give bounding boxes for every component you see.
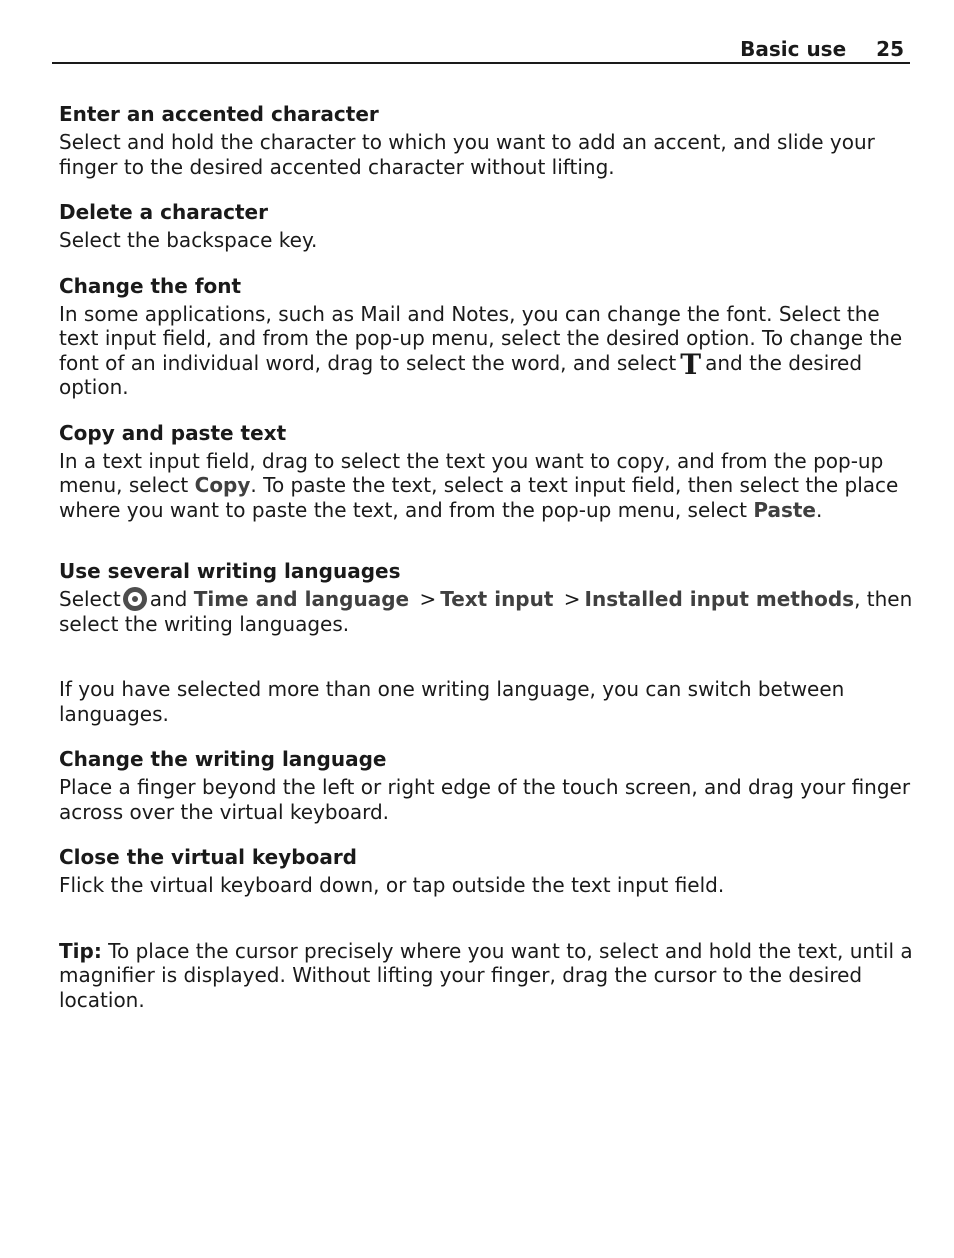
menu-path-text-input: Text input (440, 587, 554, 611)
section-close-keyboard (59, 843, 919, 898)
switch-languages-note: If you have selected more than one writing language, you can switch between languages. (59, 677, 845, 726)
section-copy-paste (59, 419, 919, 523)
section-writing-languages (59, 557, 919, 636)
section-body: Select and hold the character to which you want to add an accent, and slide your finger to the desired accented character without lifting. (59, 130, 875, 179)
tip-paragraph (59, 939, 919, 1013)
section-body: Select the backspace key. (59, 228, 318, 252)
menu-path-installed-input-methods: Installed input methods (584, 587, 855, 611)
page-number: 25 (876, 37, 904, 61)
section-heading: Change the writing language (59, 747, 387, 771)
font-icon: T (680, 347, 702, 381)
settings-gear-icon (123, 587, 147, 611)
section-heading: Change the font (59, 273, 242, 298)
body-text: In a text input field, drag to select the text you want to copy, and from the pop-up menu, select (59, 448, 884, 497)
section-heading: Close the virtual keyboard (59, 845, 357, 869)
page-header (52, 36, 910, 64)
tip-text: To place the cursor precisely where you want to, select and hold the text, until a magnifier is displayed. Without lifting your finger, drag the cursor to the desired location. (59, 938, 913, 1012)
tip-label: Tip: (59, 938, 102, 963)
page-content (59, 100, 919, 1012)
body-text: and (149, 587, 188, 611)
section-heading: Delete a character (59, 200, 268, 224)
paste-option-label: Paste (753, 497, 816, 522)
body-text: and the desired option. (59, 350, 863, 399)
copy-option-label: Copy (194, 473, 251, 497)
body-text: , then select the writing languages. (59, 587, 913, 636)
path-separator: > (563, 587, 581, 611)
body-text: . (815, 497, 823, 522)
section-accented-character (59, 100, 919, 179)
section-heading: Use several writing languages (59, 559, 401, 583)
body-text: In some applications, such as Mail and Notes, you can change the font. Select the text input field, and from the pop-up menu, select the desired option. To change the font of an individual word, drag to select the word, and select (59, 301, 903, 375)
path-separator: > (419, 587, 437, 611)
section-body (59, 302, 919, 400)
section-body (59, 449, 919, 523)
body-text: Select (59, 587, 121, 611)
section-change-font (59, 272, 919, 400)
section-body: Place a finger beyond the left or right edge of the touch screen, and drag your finger across over the virtual keyboard. (59, 775, 911, 824)
section-heading: Copy and paste text (59, 420, 287, 445)
section-title: Basic use (740, 37, 847, 61)
menu-path-time-language: Time and language (193, 587, 410, 611)
body-text: . To paste the text, select a text input field, then select the place where you want to paste the text, and from the pop-up menu, select (59, 473, 899, 522)
section-body (59, 587, 919, 636)
section-change-writing-language (59, 745, 919, 824)
section-heading: Enter an accented character (59, 102, 379, 126)
section-body: Flick the virtual keyboard down, or tap outside the text input field. (59, 873, 725, 897)
section-delete-character (59, 198, 919, 253)
